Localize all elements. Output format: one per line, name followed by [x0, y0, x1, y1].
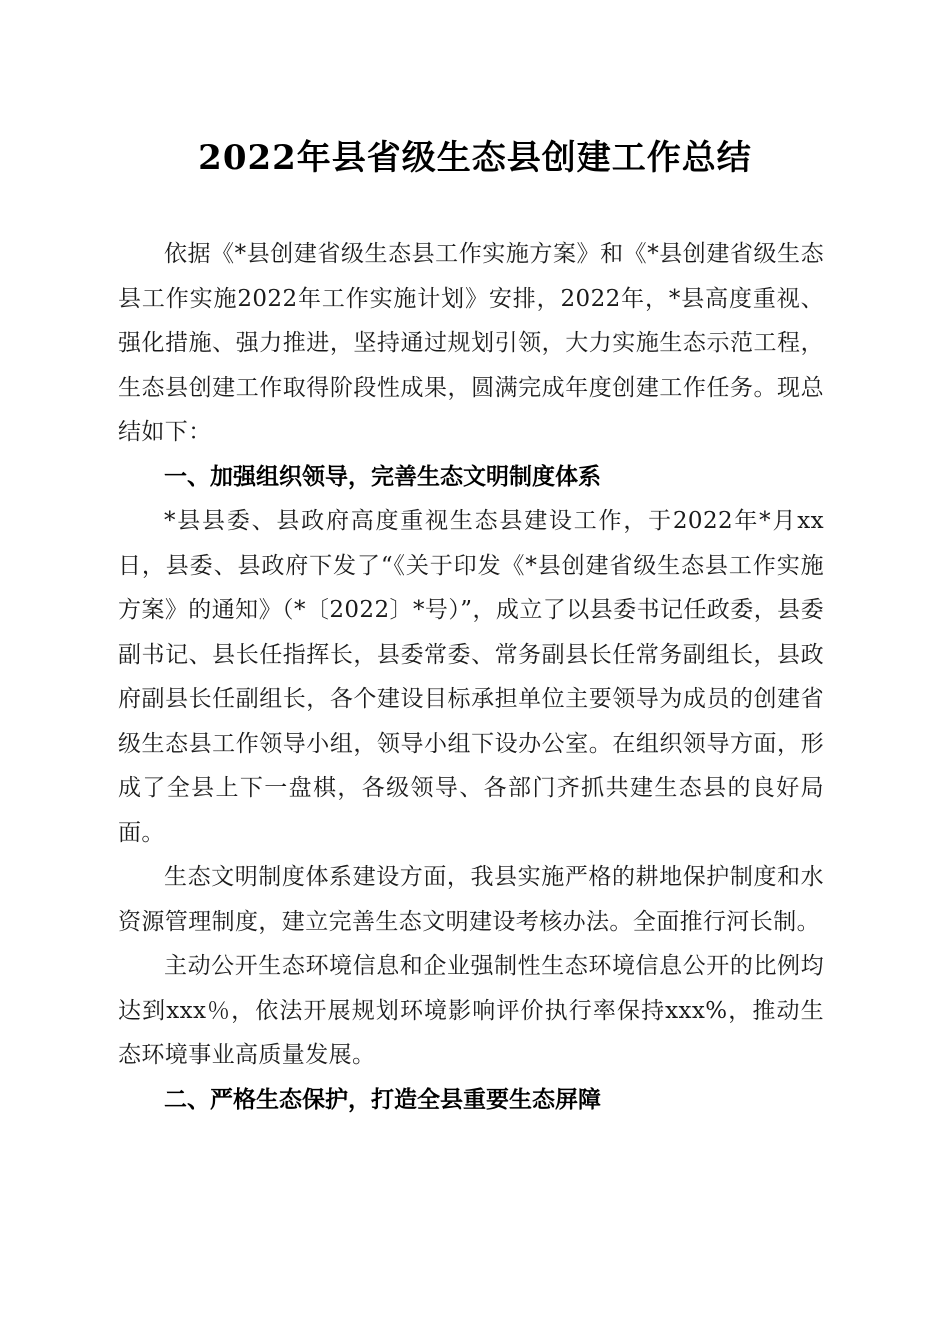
section-heading-1: 一、加强组织领导，完善生态文明制度体系 [164, 463, 601, 490]
document-title: 2022年县省级生态县创建工作总结 [198, 138, 752, 178]
section-heading-2: 二、严格生态保护，打造全县重要生态屏障 [164, 1086, 601, 1113]
document-body [118, 232, 824, 1122]
section1-paragraph-2: 生态文明制度体系建设方面，我县实施严格的耕地保护制度和水资源管理制度，建立完善生态文明建设考核办法。全面推行河长制。 [118, 864, 824, 935]
section1-paragraph-1: *县县委、县政府高度重视生态县建设工作，于2022年*月xx日，县委、县政府下发了“《关于印发《*县创建省级生态县工作实施方案》的通知》（*〔2022〕*号）”，成立了以县委书记任政委，县委副书记、县长任指挥长，县委常委、常务副县长任常务副组长，县政府副县长任副组长，各个建设目标承担单位主要领导为成员的创建省级生态县工作领导小组，领导小组下设办公室。在组织领导方面，形成了全县上下一盘棋，各级领导、各部门齐抓共建生态县的良好局面。 [118, 508, 824, 846]
intro-paragraph: 依据《*县创建省级生态县工作实施方案》和《*县创建省级生态县工作实施2022年工作实施计划》安排，2022年，*县高度重视、强化措施、强力推进，坚持通过规划引领，大力实施生态示范工程，生态县创建工作取得阶段性成果，圆满完成年度创建工作任务。现总结如下： [118, 241, 824, 445]
section1-paragraph-3: 主动公开生态环境信息和企业强制性生态环境信息公开的比例均达到xxx％，依法开展规划环境影响评价执行率保持xxx%，推动生态环境事业高质量发展。 [118, 953, 824, 1068]
